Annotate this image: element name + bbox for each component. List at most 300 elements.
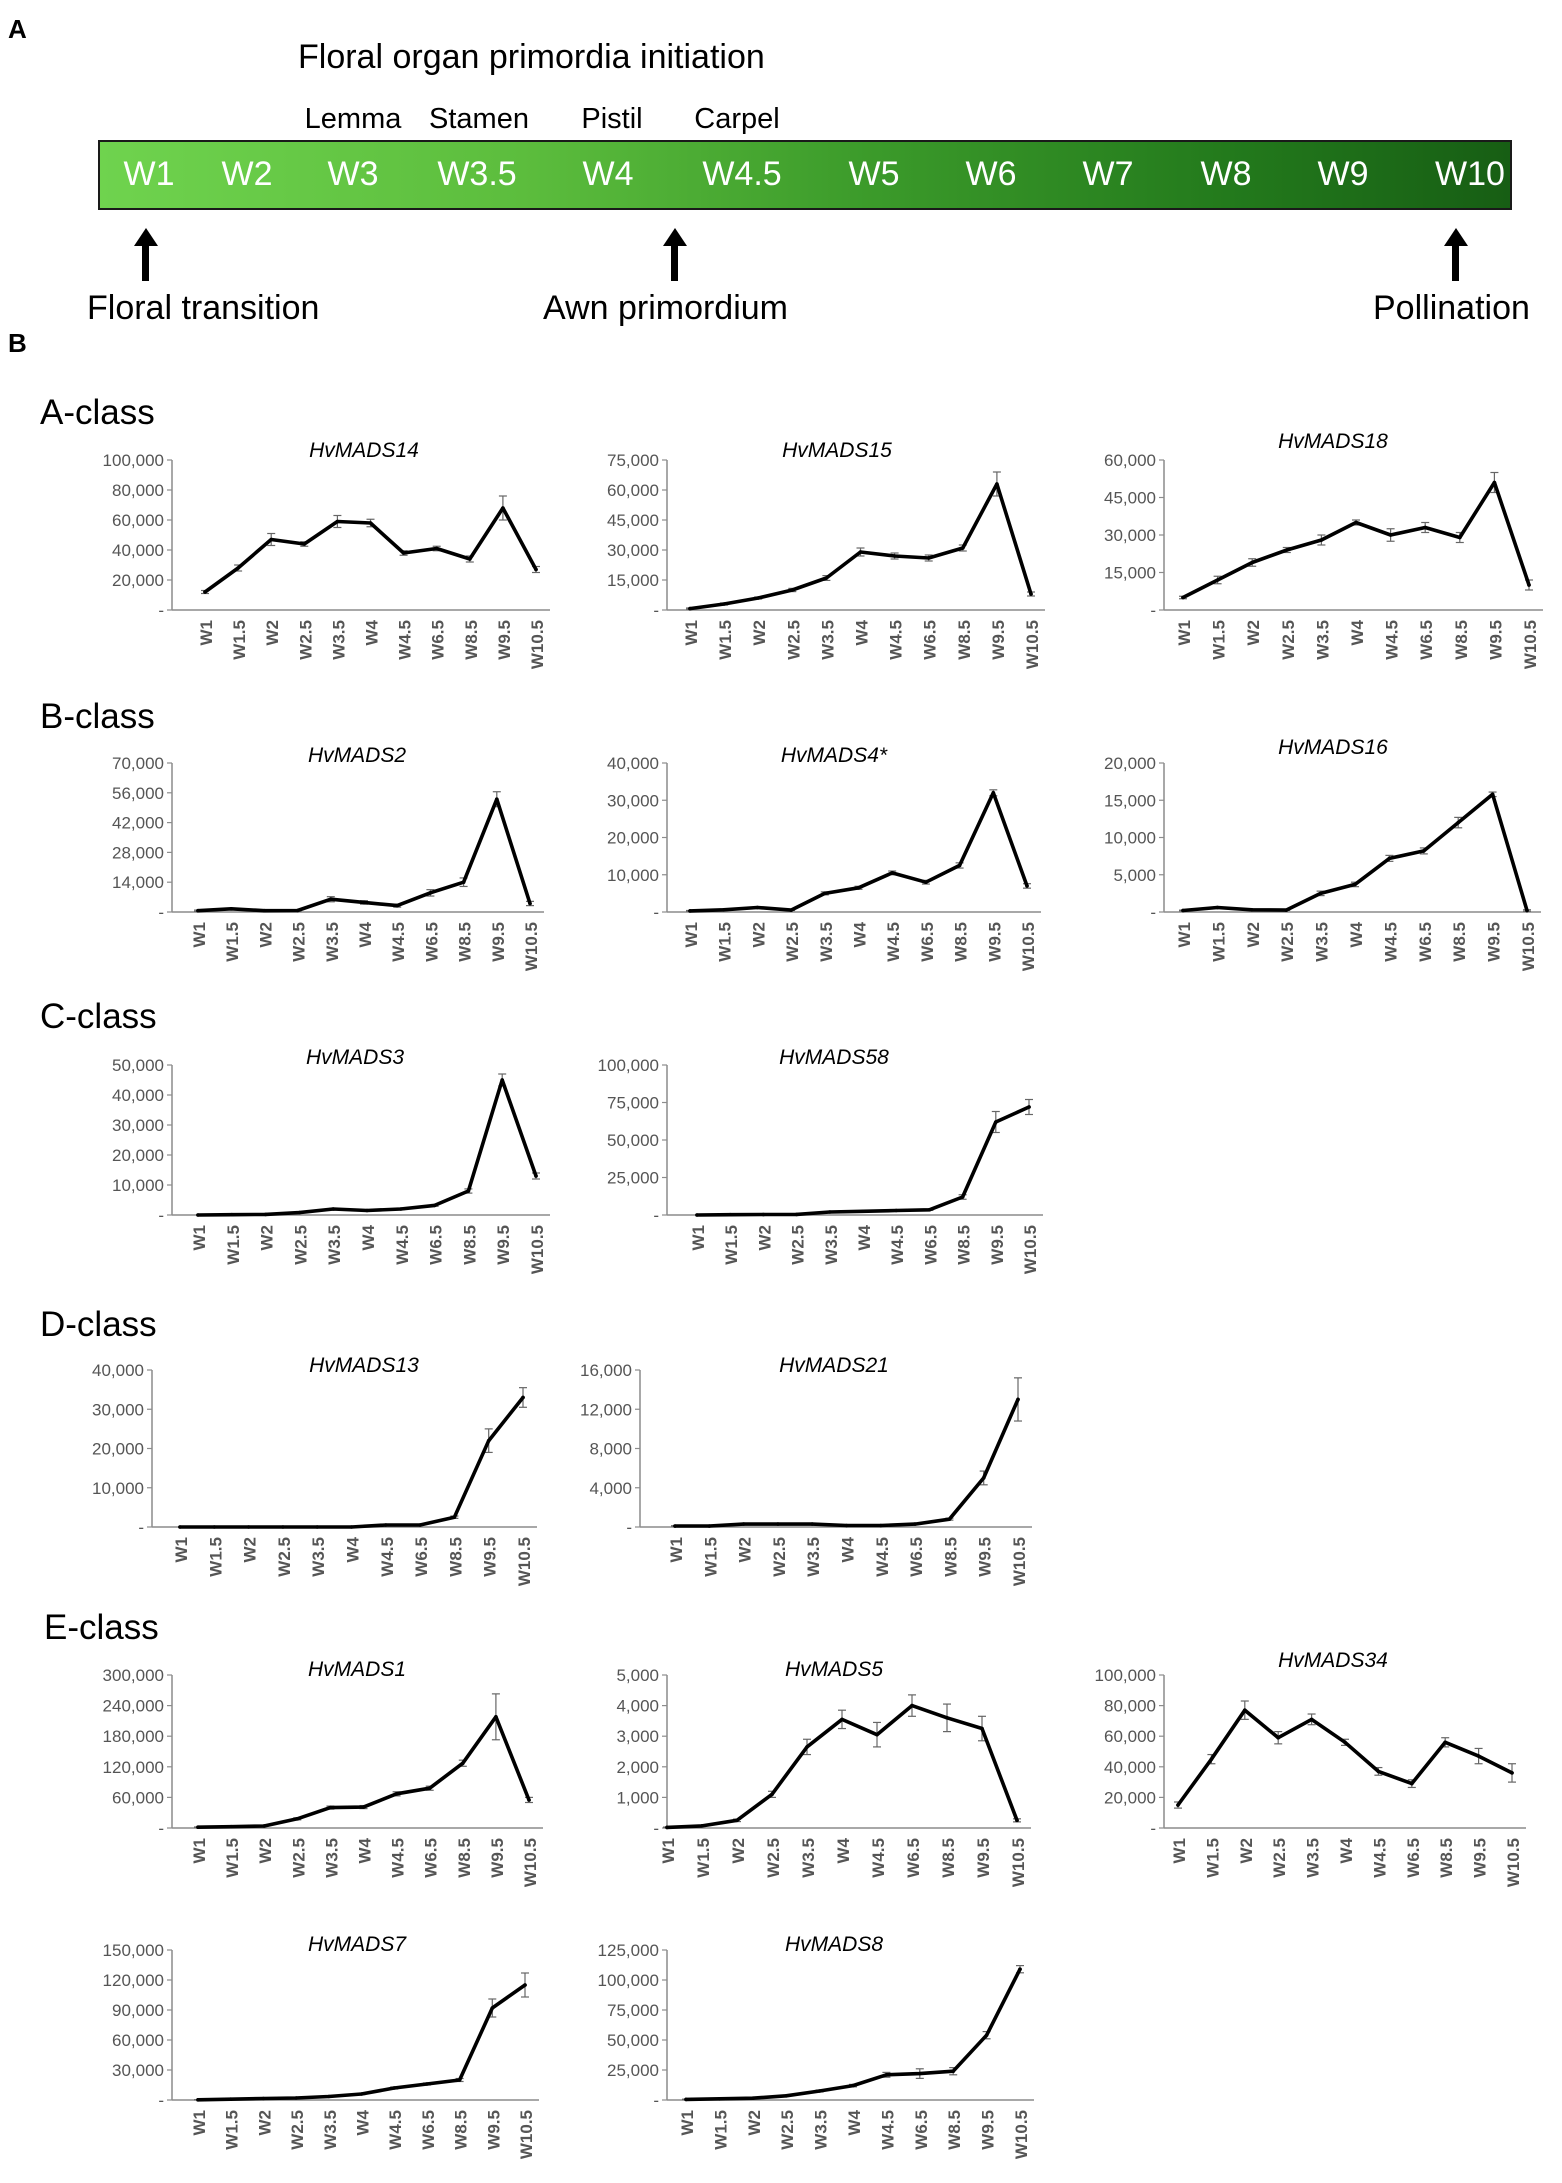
chart-title-hvmads2: HvMADS2	[307, 744, 407, 767]
data-point	[298, 1211, 302, 1215]
data-point	[985, 2033, 989, 2037]
data-point	[500, 1078, 504, 1082]
data-point	[684, 2098, 688, 2102]
x-tick-label: W1	[682, 620, 701, 646]
y-tick-label: 60,000	[112, 1788, 164, 1808]
data-point	[262, 1824, 266, 1828]
data-point	[1027, 1105, 1031, 1109]
chart-title-hvmads4: HvMADS4*	[780, 744, 888, 767]
panel-a-headline: Floral organ primordia initiation	[298, 38, 765, 76]
data-point	[857, 886, 861, 890]
x-tick-label: W8.5	[939, 1838, 958, 1878]
y-tick-label: 45,000	[607, 511, 659, 530]
data-point	[229, 2097, 233, 2101]
x-tick-label: W2.5	[783, 922, 803, 962]
series-line-hvmads13	[180, 1398, 523, 1528]
x-tick-label: W4	[353, 2110, 373, 2136]
x-tick-label: W9.5	[1484, 922, 1504, 962]
data-point	[203, 590, 207, 594]
data-point	[673, 1524, 677, 1528]
series-line-hvmads34	[1178, 1710, 1512, 1805]
x-tick-label: W1	[190, 1225, 209, 1251]
data-point	[718, 2097, 722, 2101]
data-point	[879, 1524, 883, 1528]
stage-label-pistil: Pistil	[581, 103, 643, 135]
x-tick-label: W2	[1243, 922, 1263, 948]
x-tick-label: W10.5	[517, 2110, 536, 2160]
y-tick-label: 1,000	[616, 1788, 659, 1808]
y-tick-label: 15,000	[1104, 563, 1156, 583]
y-tick-label: 4,000	[589, 1478, 632, 1498]
data-point	[913, 1522, 917, 1526]
x-tick-label: W2.5	[274, 1537, 294, 1577]
data-point	[861, 1209, 865, 1213]
data-point	[247, 1525, 251, 1529]
x-tick-label: W1.5	[223, 922, 243, 962]
data-point	[1018, 1967, 1022, 1971]
x-tick-label: W4.5	[389, 922, 409, 962]
stage-label-lemma: Lemma	[304, 103, 402, 135]
data-point	[945, 1716, 949, 1720]
x-tick-label: W8.5	[941, 1537, 961, 1577]
data-point	[994, 1120, 998, 1124]
x-tick-label: W4	[852, 620, 872, 646]
x-tick-label: W4	[838, 1537, 858, 1563]
y-tick-label: 42,000	[112, 813, 164, 833]
x-tick-label: W1	[172, 1537, 191, 1563]
x-tick-label: W2.5	[764, 1838, 783, 1878]
x-tick-label: W10.5	[1521, 620, 1540, 670]
y-tick-label: 50,000	[607, 2031, 659, 2050]
data-point	[429, 891, 433, 895]
data-point	[823, 892, 827, 896]
x-tick-label: W10.5	[528, 620, 547, 670]
data-point	[695, 1213, 699, 1217]
event-label-awn-primordium: Awn primordium	[543, 289, 789, 327]
x-tick-label: W9.5	[987, 1225, 1007, 1265]
data-point	[263, 909, 267, 913]
series-line-hvmads8	[686, 1969, 1020, 2099]
x-tick-label: W1	[678, 2110, 697, 2136]
data-point	[461, 1761, 465, 1765]
x-tick-label: W9.5	[484, 2110, 504, 2150]
data-point	[1410, 1782, 1414, 1786]
x-tick-label: W3.5	[325, 1225, 345, 1265]
timeline-week-label: W2	[221, 155, 273, 193]
x-tick-label: W3.5	[818, 620, 838, 660]
data-point	[958, 864, 962, 868]
x-tick-label: W3.5	[1313, 620, 1333, 660]
data-point	[992, 791, 996, 795]
x-tick-label: W2	[256, 922, 276, 948]
data-point	[762, 1213, 766, 1217]
x-tick-label: W4	[1337, 1838, 1356, 1864]
chart-title-hvmads15: HvMADS15	[782, 439, 892, 462]
data-point	[980, 1727, 984, 1731]
data-point	[845, 1524, 849, 1528]
timeline-week-label: W9	[1317, 155, 1369, 193]
y-tick-label: 4,000	[616, 1696, 659, 1716]
y-tick-label: 180,000	[102, 1727, 164, 1747]
x-tick-label: W1.5	[223, 1838, 243, 1878]
data-point	[1458, 536, 1462, 540]
x-tick-label: W4	[359, 1225, 378, 1251]
x-tick-label: W6.5	[422, 922, 442, 962]
y-tick-label: 240,000	[102, 1696, 164, 1716]
data-point	[688, 909, 692, 913]
x-tick-label: W3.5	[1303, 1838, 1323, 1878]
x-tick-label: W9.5	[1470, 1838, 1490, 1878]
x-tick-label: W9.5	[480, 1537, 500, 1577]
data-point	[924, 880, 928, 884]
x-tick-label: W1.5	[206, 1537, 226, 1577]
data-point	[294, 2096, 298, 2100]
x-tick-label: W2	[1244, 620, 1264, 646]
x-tick-label: W4	[850, 922, 870, 948]
event-label-pollination: Pollination	[1373, 289, 1530, 327]
x-tick-label: W6.5	[1417, 620, 1437, 660]
y-tick-label: 70,000	[112, 754, 164, 773]
y-tick-label: 60,000	[112, 511, 164, 530]
x-tick-label: W2.5	[296, 620, 316, 660]
y-tick-label: 14,000	[112, 873, 164, 893]
x-tick-label: W1.5	[711, 2110, 731, 2150]
x-tick-label: W2.5	[289, 1838, 309, 1878]
x-tick-label: W1.5	[1203, 1838, 1223, 1878]
data-point	[196, 1825, 200, 1829]
x-tick-label: W10.5	[1010, 1537, 1029, 1587]
y-tick-label: -	[1150, 903, 1156, 922]
data-point	[1216, 906, 1220, 910]
x-tick-label: W6.5	[421, 1838, 441, 1878]
data-point	[995, 482, 999, 486]
timeline-week-label: W4.5	[702, 155, 782, 193]
data-point	[828, 1210, 832, 1214]
y-tick-label: 15,000	[607, 571, 659, 590]
data-point	[1310, 1718, 1314, 1722]
data-point	[491, 2006, 495, 2010]
data-point	[468, 557, 472, 561]
data-point	[1319, 892, 1323, 896]
x-tick-label: W10.5	[515, 1537, 534, 1587]
x-tick-label: W2	[257, 1225, 277, 1251]
data-point	[1216, 578, 1220, 582]
x-tick-label: W4.5	[392, 1225, 412, 1265]
y-tick-label: 80,000	[112, 481, 164, 500]
data-point	[893, 554, 897, 558]
x-tick-label: W8.5	[446, 1537, 466, 1577]
x-tick-label: W8.5	[1450, 922, 1470, 962]
x-tick-label: W2.5	[769, 1537, 789, 1577]
y-tick-label: 30,000	[112, 2061, 164, 2080]
x-tick-label: W6.5	[920, 620, 940, 660]
timeline-week-label: W7	[1082, 155, 1134, 193]
timeline-week-label: W6	[965, 155, 1017, 193]
series-line-hvmads2	[198, 799, 530, 911]
x-tick-label: W9.5	[978, 2110, 998, 2150]
data-point	[1343, 1741, 1347, 1745]
x-tick-label: W9.5	[975, 1537, 995, 1577]
x-tick-label: W6.5	[911, 2110, 931, 2150]
data-point	[1493, 481, 1497, 485]
y-tick-label: 25,000	[607, 1168, 659, 1188]
timeline-week-label: W3	[327, 155, 379, 193]
y-tick-label: 30,000	[1104, 526, 1156, 545]
y-tick-label: 5,000	[1113, 865, 1156, 885]
x-tick-label: W2.5	[784, 620, 804, 660]
series-line-hvmads7	[198, 1985, 525, 2100]
data-point	[1015, 1819, 1019, 1823]
y-tick-label: 50,000	[112, 1056, 164, 1075]
data-point	[776, 1522, 780, 1526]
data-point	[756, 596, 760, 600]
x-tick-label: W4	[1347, 922, 1366, 948]
data-point	[1181, 909, 1185, 913]
data-point	[303, 542, 307, 546]
y-tick-label: 60,000	[1104, 451, 1156, 470]
data-point	[735, 1819, 739, 1823]
data-point	[1443, 1741, 1447, 1745]
data-point	[395, 1792, 399, 1796]
x-tick-label: W8.5	[460, 1225, 480, 1265]
y-tick-label: 15,000	[1104, 791, 1156, 811]
data-point	[1181, 596, 1185, 600]
y-tick-label: -	[158, 903, 164, 922]
data-point	[362, 901, 366, 905]
x-tick-label: W3.5	[799, 1838, 818, 1878]
data-point	[495, 797, 499, 801]
data-point	[196, 2098, 200, 2102]
data-point	[395, 904, 399, 908]
data-point	[399, 1207, 403, 1211]
x-tick-label: W8.5	[461, 620, 481, 660]
y-tick-label: 45,000	[1104, 488, 1156, 508]
x-tick-label: W4.5	[386, 2110, 406, 2150]
x-tick-label: W10.5	[528, 1225, 547, 1275]
data-point	[196, 909, 200, 913]
x-tick-label: W1.5	[230, 620, 250, 660]
y-tick-label: -	[653, 601, 659, 620]
data-point	[1250, 908, 1254, 912]
data-point	[818, 2089, 822, 2093]
y-tick-label: 120,000	[102, 1971, 164, 1990]
class-label-a: A-class	[40, 393, 155, 432]
data-point	[1388, 857, 1392, 861]
x-tick-label: W9.5	[985, 922, 1005, 962]
data-point	[1353, 883, 1357, 887]
y-tick-label: 60,000	[607, 481, 659, 500]
data-point	[281, 1525, 285, 1529]
data-point	[453, 1515, 457, 1519]
data-point	[1320, 538, 1324, 542]
chart-title-hvmads3: HvMADS3	[305, 1046, 405, 1069]
x-tick-label: W3.5	[320, 2110, 340, 2150]
x-tick-label: W1	[190, 922, 209, 948]
x-tick-label: W4	[362, 620, 382, 646]
x-tick-label: W4.5	[869, 1838, 888, 1878]
data-point	[230, 1213, 234, 1217]
data-point	[433, 1204, 437, 1208]
series-line-hvmads15	[690, 484, 1031, 609]
y-tick-label: 75,000	[607, 1093, 659, 1113]
x-tick-label: W8.5	[945, 2110, 965, 2150]
data-point	[269, 538, 273, 542]
x-tick-label: W10.5	[1019, 922, 1038, 972]
data-point	[331, 1207, 335, 1211]
data-point	[784, 2094, 788, 2098]
x-tick-label: W10.5	[1519, 922, 1538, 972]
data-point	[918, 2072, 922, 2076]
data-point	[1389, 533, 1393, 537]
y-tick-label: 5,000	[616, 1666, 659, 1685]
data-point	[315, 1525, 319, 1529]
data-point	[1276, 1736, 1280, 1740]
x-tick-label: W10.5	[1021, 1225, 1040, 1275]
chart-title-hvmads1: HvMADS1	[307, 1658, 407, 1681]
timeline-week-label: W1	[123, 155, 175, 193]
class-label-c: C-class	[40, 997, 157, 1036]
x-tick-label: W9.5	[494, 620, 514, 660]
y-tick-label: 40,000	[112, 1086, 164, 1105]
data-point	[722, 602, 726, 606]
series-line-hvmads21	[675, 1399, 1018, 1526]
x-tick-label: W2	[255, 2110, 275, 2136]
data-point	[329, 897, 333, 901]
x-tick-label: W10.5	[1012, 2110, 1031, 2160]
stage-label-stamen: Stamen	[429, 103, 529, 135]
x-tick-label: W1	[197, 620, 216, 646]
data-point	[350, 1525, 354, 1529]
data-point	[825, 576, 829, 580]
y-tick-label: 80,000	[1104, 1696, 1156, 1716]
x-tick-label: W2	[744, 2110, 764, 2136]
x-tick-label: W4.5	[878, 2110, 898, 2150]
y-tick-label: 10,000	[607, 865, 659, 885]
x-tick-label: W8.5	[951, 922, 971, 962]
data-point	[728, 1213, 732, 1217]
data-point	[810, 1522, 814, 1526]
x-tick-label: W4	[855, 1225, 874, 1251]
x-tick-label: W1	[190, 1838, 209, 1864]
x-tick-label: W1.5	[222, 2110, 242, 2150]
y-tick-label: 120,000	[102, 1757, 164, 1777]
y-tick-label: 30,000	[607, 541, 659, 560]
x-tick-label: W10.5	[1023, 620, 1042, 670]
y-tick-label: 50,000	[607, 1131, 659, 1150]
y-tick-label: 40,000	[607, 754, 659, 773]
x-tick-label: W9.5	[487, 1838, 507, 1878]
x-tick-label: W4	[1348, 620, 1367, 646]
x-tick-label: W1	[1175, 620, 1194, 646]
y-tick-label: 8,000	[589, 1439, 632, 1459]
data-point	[688, 607, 692, 611]
data-point	[528, 902, 532, 906]
series-line-hvmads4	[690, 793, 1027, 911]
x-tick-label: W3.5	[309, 1537, 329, 1577]
timeline-week-label: W8	[1200, 155, 1252, 193]
data-point	[982, 1476, 986, 1480]
x-tick-label: W6.5	[1415, 922, 1435, 962]
x-tick-label: W2.5	[788, 1225, 808, 1265]
x-tick-label: W4	[834, 1838, 853, 1864]
x-tick-label: W2	[263, 620, 283, 646]
data-point	[467, 1189, 471, 1193]
y-tick-label: 75,000	[607, 2001, 659, 2020]
x-tick-label: W9.5	[494, 1225, 514, 1265]
x-tick-label: W2	[735, 1537, 755, 1563]
x-tick-label: W1.5	[715, 922, 735, 962]
data-point	[840, 1718, 844, 1722]
chart-title-hvmads7: HvMADS7	[307, 1933, 407, 1956]
data-point	[1491, 792, 1495, 796]
chart-title-hvmads34: HvMADS34	[1278, 1649, 1388, 1672]
y-tick-label: 40,000	[112, 541, 164, 560]
y-tick-label: 20,000	[1104, 754, 1156, 773]
data-point	[418, 1523, 422, 1527]
data-point	[1423, 526, 1427, 530]
x-tick-label: W1.5	[1209, 620, 1229, 660]
data-point	[1422, 849, 1426, 853]
x-tick-label: W6.5	[904, 1838, 923, 1878]
y-tick-label: 60,000	[1104, 1727, 1156, 1747]
data-point	[927, 556, 931, 560]
y-tick-label: 25,000	[607, 2061, 659, 2080]
x-tick-label: W6.5	[907, 1537, 927, 1577]
x-tick-label: W2.5	[288, 2110, 308, 2150]
x-tick-label: W3.5	[322, 1838, 342, 1878]
y-tick-label: 20,000	[112, 1146, 164, 1165]
series-line-hvmads16	[1183, 794, 1527, 910]
data-point	[336, 520, 340, 524]
x-tick-label: W6.5	[426, 1225, 446, 1265]
data-point	[1284, 908, 1288, 912]
x-tick-label: W1	[689, 1225, 708, 1251]
data-point	[487, 1439, 491, 1443]
x-tick-label: W1	[1170, 1838, 1189, 1864]
data-point	[428, 1786, 432, 1790]
data-point	[1477, 1754, 1481, 1758]
x-tick-label: W6.5	[1403, 1838, 1423, 1878]
y-tick-label: 2,000	[616, 1757, 659, 1777]
y-tick-label: 28,000	[112, 843, 164, 863]
x-tick-label: W8.5	[954, 1225, 974, 1265]
chart-title-hvmads8: HvMADS8	[784, 1933, 884, 1956]
data-point	[494, 1715, 498, 1719]
x-tick-label: W3.5	[322, 922, 342, 962]
data-point	[770, 1793, 774, 1797]
x-tick-label: W2.5	[1278, 922, 1298, 962]
data-point	[327, 2095, 331, 2099]
y-tick-label: 20,000	[607, 828, 659, 848]
y-tick-label: -	[653, 1819, 659, 1838]
data-point	[402, 551, 406, 555]
series-line-hvmads1	[198, 1717, 529, 1827]
data-point	[435, 547, 439, 551]
x-tick-label: W4.5	[1370, 1838, 1390, 1878]
y-tick-label: 30,000	[607, 791, 659, 811]
data-point	[213, 1525, 217, 1529]
data-point	[1029, 592, 1033, 596]
x-tick-label: W2	[749, 922, 769, 948]
y-tick-label: 75,000	[607, 451, 659, 470]
data-point	[1456, 821, 1460, 825]
data-point	[384, 1523, 388, 1527]
x-tick-label: W4.5	[1382, 620, 1402, 660]
y-tick-label: 30,000	[92, 1400, 144, 1420]
x-tick-label: W6.5	[921, 1225, 941, 1265]
data-point	[805, 1745, 809, 1749]
data-point	[296, 909, 300, 913]
